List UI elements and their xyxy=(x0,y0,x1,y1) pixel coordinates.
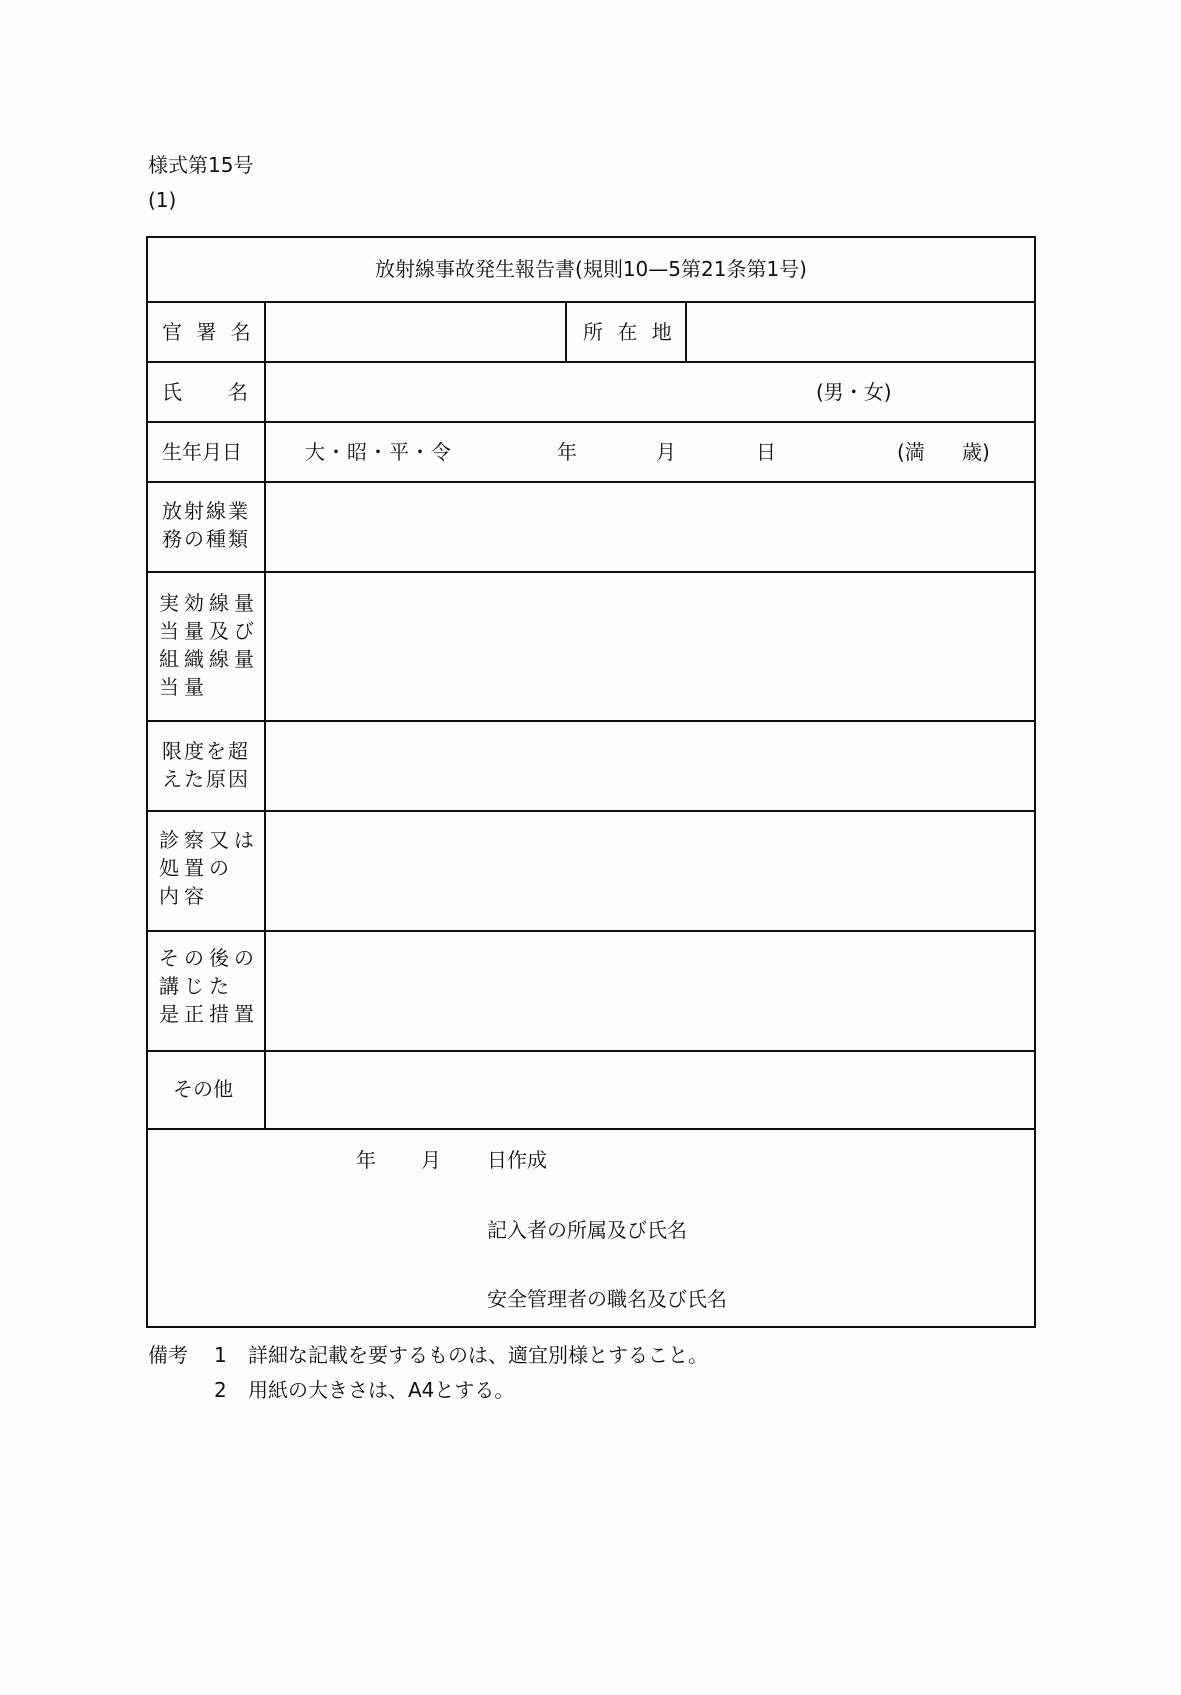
created-year-unit: 年 xyxy=(356,1148,376,1172)
work-type-field[interactable] xyxy=(266,483,1034,571)
form-number: 様式第15号 xyxy=(148,153,254,177)
age-open: (満 xyxy=(897,440,925,464)
corrective-measures-label: その後の 講じた 是正措置 xyxy=(159,946,259,1026)
note-2-text: 用紙の大きさは、A4とする。 xyxy=(248,1378,515,1402)
report-title: 放射線事故発生報告書(規則10—5第21条第1号) xyxy=(375,257,807,281)
office-name-label: 官 署 名 xyxy=(162,320,255,344)
note-1-number: 1 xyxy=(214,1343,227,1367)
treatment-label: 診察又は 処置の 内容 xyxy=(159,828,259,908)
created-month-unit: 月 xyxy=(421,1148,441,1172)
cause-field[interactable] xyxy=(266,722,1034,810)
other-label: その他 xyxy=(173,1077,233,1101)
office-name-field[interactable] xyxy=(266,303,565,361)
note-2-number: 2 xyxy=(214,1378,227,1402)
dose-label: 実効線量 当量及び 組織線量 当量 xyxy=(159,591,259,699)
location-field[interactable] xyxy=(687,303,1034,361)
birthdate-label: 生年月日 xyxy=(162,440,242,464)
name-label-second: 名 xyxy=(228,380,248,404)
name-label-first: 氏 xyxy=(162,380,182,404)
dose-field[interactable] xyxy=(266,573,1034,720)
treatment-field[interactable] xyxy=(266,812,1034,930)
work-type-label: 放射線業 務の種類 xyxy=(162,499,250,551)
location-label: 所 在 地 xyxy=(583,320,676,344)
notes-label: 備考 xyxy=(148,1343,188,1367)
safety-manager-label: 安全管理者の職名及び氏名 xyxy=(487,1287,727,1311)
created-day-label: 日作成 xyxy=(487,1148,547,1172)
writer-label: 記入者の所属及び氏名 xyxy=(487,1218,687,1242)
corrective-measures-field[interactable] xyxy=(266,932,1034,1050)
birth-day-unit: 日 xyxy=(756,440,776,464)
cause-label: 限度を超 えた原因 xyxy=(162,739,250,791)
age-close: 歳) xyxy=(962,440,990,464)
birth-month-unit: 月 xyxy=(656,440,676,464)
form-sub-number: (1) xyxy=(148,188,177,212)
other-field[interactable] xyxy=(266,1052,1034,1128)
era-choice[interactable]: 大・昭・平・令 xyxy=(305,440,452,464)
name-field[interactable] xyxy=(266,363,806,421)
gender-choice[interactable]: (男・女) xyxy=(816,380,892,404)
note-1-text: 詳細な記載を要するものは、適宜別様とすること。 xyxy=(248,1343,708,1367)
birth-year-unit: 年 xyxy=(557,440,577,464)
